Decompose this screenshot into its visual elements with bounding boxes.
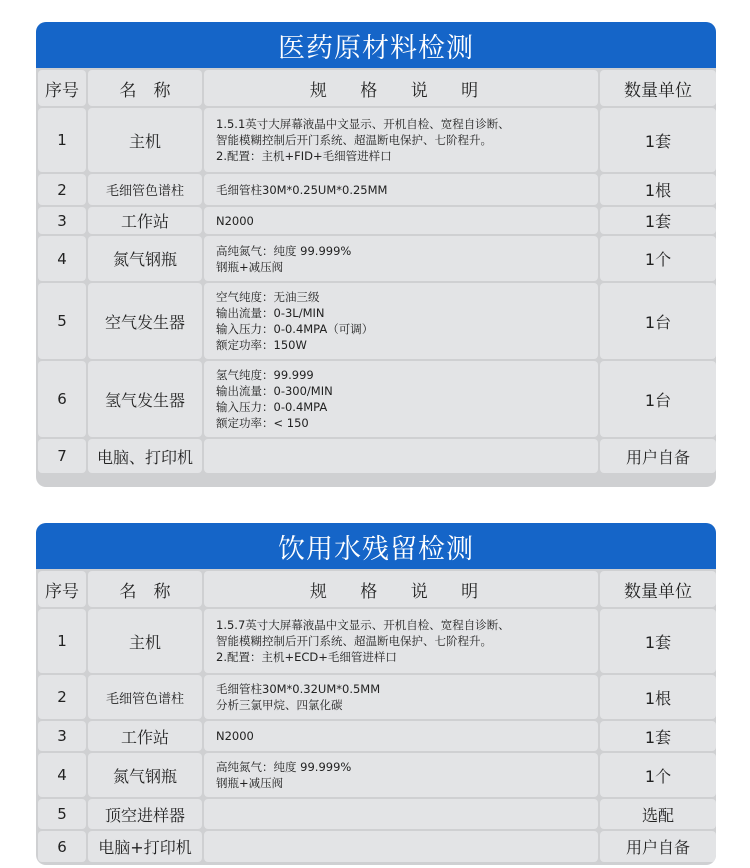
row-unit: 1根 xyxy=(600,675,716,719)
table-row xyxy=(38,108,716,172)
header-name: 名 称 xyxy=(88,70,202,106)
header-index: 序号 xyxy=(38,571,86,607)
row-name: 毛细管色谱柱 xyxy=(88,675,202,719)
row-spec xyxy=(204,799,598,829)
row-name: 氢气发生器 xyxy=(88,361,202,437)
table-row xyxy=(38,236,716,281)
row-index: 5 xyxy=(38,799,86,829)
table-row xyxy=(38,831,716,862)
row-spec xyxy=(204,609,598,673)
row-index: 6 xyxy=(38,361,86,437)
row-spec xyxy=(204,283,598,359)
spec-line: 1.5.1英寸大屏幕液晶中文显示、开机自检、宽程自诊断、 xyxy=(216,117,510,131)
row-name: 顶空进样器 xyxy=(88,799,202,829)
row-name: 电脑+打印机 xyxy=(88,831,202,862)
row-unit: 1根 xyxy=(600,174,716,205)
row-spec xyxy=(204,831,598,862)
spec-line: 额定功率：< 150 xyxy=(216,416,309,430)
spec-line: 毛细管柱30M*0.32UM*0.5MM xyxy=(216,682,381,696)
row-unit: 1台 xyxy=(600,361,716,437)
row-index: 3 xyxy=(38,721,86,751)
table-row xyxy=(38,174,716,205)
table-row xyxy=(38,207,716,234)
header-unit: 数量单位 xyxy=(600,70,716,106)
row-unit: 1套 xyxy=(600,108,716,172)
row-spec xyxy=(204,721,598,751)
row-name: 氮气钢瓶 xyxy=(88,236,202,281)
row-unit: 1套 xyxy=(600,207,716,234)
table-row xyxy=(38,753,716,797)
table-row xyxy=(38,721,716,751)
spec-table xyxy=(36,68,716,475)
header-name: 名 称 xyxy=(88,571,202,607)
row-index: 3 xyxy=(38,207,86,234)
spec-line: 1.5.7英寸大屏幕液晶中文显示、开机自检、宽程自诊断、 xyxy=(216,618,510,632)
spec-line: 氢气纯度：99.999 xyxy=(216,368,314,382)
row-index: 4 xyxy=(38,236,86,281)
spec-table xyxy=(36,569,716,864)
spec-line: 2.配置：主机+ECD+毛细管进样口 xyxy=(216,650,397,664)
spec-line: 额定功率：150W xyxy=(216,338,307,352)
table-header-row xyxy=(38,571,716,607)
spec-line: 高纯氮气：纯度 99.999% xyxy=(216,760,352,774)
panel-pharma xyxy=(36,22,716,487)
row-name: 主机 xyxy=(88,108,202,172)
row-spec xyxy=(204,675,598,719)
row-spec xyxy=(204,439,598,473)
row-name: 毛细管色谱柱 xyxy=(88,174,202,205)
table-row xyxy=(38,439,716,473)
spec-line: 输出流量：0-3L/MIN xyxy=(216,306,325,320)
spec-line: 智能模糊控制后开门系统、超温断电保护、七阶程升。 xyxy=(216,634,492,648)
row-index: 2 xyxy=(38,675,86,719)
row-unit: 1套 xyxy=(600,721,716,751)
header-index: 序号 xyxy=(38,70,86,106)
spec-line: 智能模糊控制后开门系统、超温断电保护、七阶程升。 xyxy=(216,133,492,147)
header-spec: 规 格 说 明 xyxy=(204,571,598,607)
row-name: 氮气钢瓶 xyxy=(88,753,202,797)
row-name: 工作站 xyxy=(88,207,202,234)
spec-line: 空气纯度：无油三级 xyxy=(216,290,320,304)
row-name: 主机 xyxy=(88,609,202,673)
row-unit: 选配 xyxy=(600,799,716,829)
row-unit: 1个 xyxy=(600,753,716,797)
row-spec xyxy=(204,108,598,172)
row-spec xyxy=(204,174,598,205)
table-row xyxy=(38,799,716,829)
row-unit: 1套 xyxy=(600,609,716,673)
spec-line: 2.配置：主机+FID+毛细管进样口 xyxy=(216,149,392,163)
spec-line: 钢瓶+减压阀 xyxy=(216,259,284,274)
row-unit: 1台 xyxy=(600,283,716,359)
panel-title: 医药原材料检测 xyxy=(36,22,716,68)
row-spec xyxy=(204,361,598,437)
row-index: 5 xyxy=(38,283,86,359)
spec-line: 输入压力：0-0.4MPA xyxy=(216,400,328,414)
spec-line: 输入压力：0-0.4MPA（可调） xyxy=(216,322,374,336)
row-index: 1 xyxy=(38,609,86,673)
row-index: 7 xyxy=(38,439,86,473)
spec-line: N2000 xyxy=(216,729,254,743)
row-spec xyxy=(204,753,598,797)
panel-drinking-water xyxy=(36,523,716,865)
row-index: 6 xyxy=(38,831,86,862)
panel-title: 饮用水残留检测 xyxy=(36,523,716,569)
row-index: 2 xyxy=(38,174,86,205)
table-header-row xyxy=(38,70,716,106)
row-unit: 1个 xyxy=(600,236,716,281)
spec-line: 输出流量：0-300/MIN xyxy=(216,384,333,398)
row-index: 4 xyxy=(38,753,86,797)
header-spec: 规 格 说 明 xyxy=(204,70,598,106)
header-unit: 数量单位 xyxy=(600,571,716,607)
spec-line: 高纯氮气：纯度 99.999% xyxy=(216,243,352,258)
spec-line: N2000 xyxy=(216,213,254,228)
row-name: 电脑、打印机 xyxy=(88,439,202,473)
row-spec xyxy=(204,207,598,234)
table-row xyxy=(38,609,716,673)
row-unit: 用户自备 xyxy=(600,831,716,862)
row-name: 工作站 xyxy=(88,721,202,751)
spec-line: 分析三氯甲烷、四氯化碳 xyxy=(216,698,343,712)
row-name: 空气发生器 xyxy=(88,283,202,359)
table-row xyxy=(38,361,716,437)
table-row xyxy=(38,675,716,719)
table-row xyxy=(38,283,716,359)
spec-line: 毛细管柱30M*0.25UM*0.25MM xyxy=(216,182,388,197)
spec-line: 钢瓶+减压阀 xyxy=(216,776,284,790)
row-spec xyxy=(204,236,598,281)
row-index: 1 xyxy=(38,108,86,172)
row-unit: 用户自备 xyxy=(600,439,716,473)
